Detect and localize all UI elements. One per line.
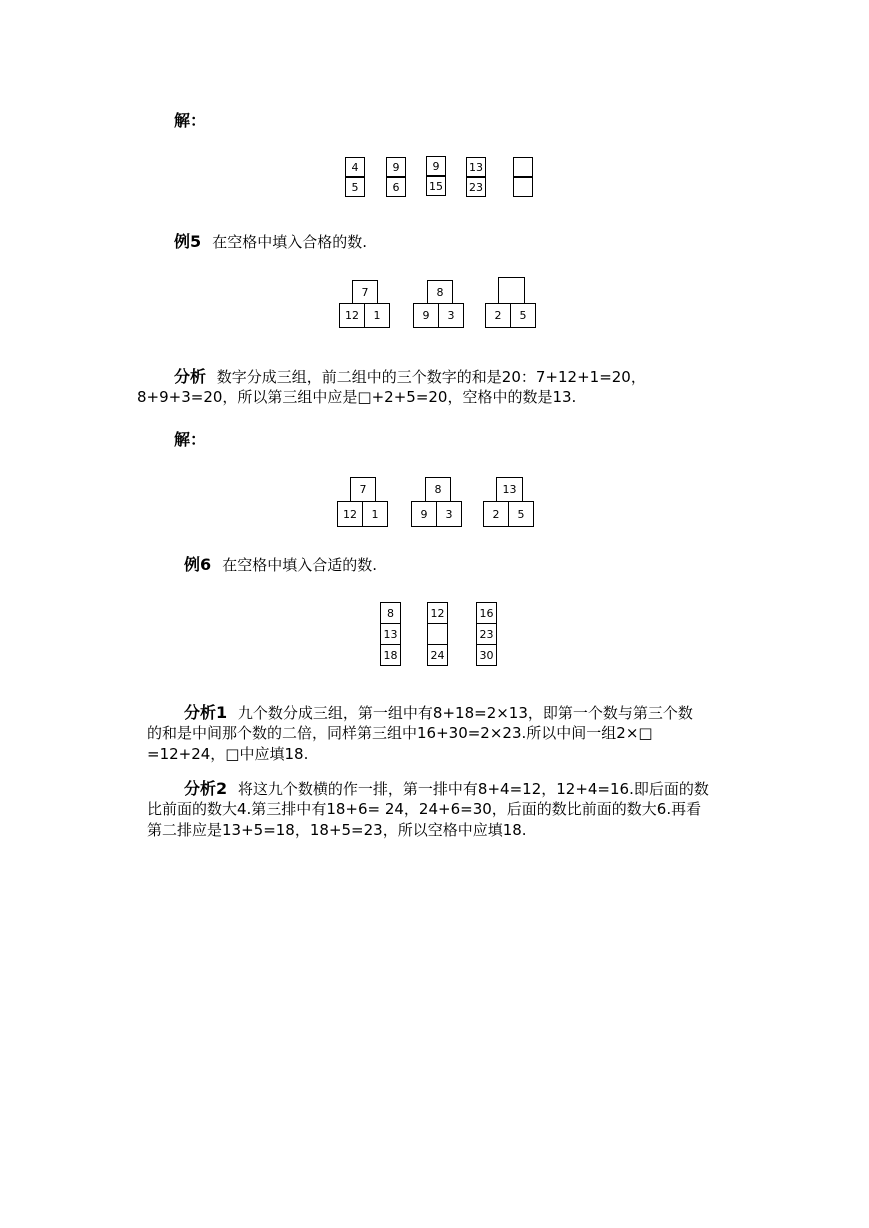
analysis-text: 数字分成三组，前二组中的三个数字的和是20：7+12+1=20， bbox=[216, 368, 646, 386]
analysis-6-1-line-3: =12+24，□中应填18. bbox=[147, 745, 309, 763]
number-cell: 18 bbox=[380, 644, 401, 666]
top-cell: 8 bbox=[427, 280, 453, 304]
number-cell: 13 bbox=[380, 623, 401, 645]
number-cell: 4 bbox=[345, 157, 365, 177]
blank-top-cell bbox=[498, 277, 525, 304]
right-cell: 5 bbox=[510, 303, 536, 328]
left-cell: 12 bbox=[339, 303, 365, 328]
number-cell: 24 bbox=[427, 644, 448, 666]
left-cell: 2 bbox=[483, 501, 509, 527]
analysis-6-2-line-2: 比前面的数大4.第三排中有18+6= 24，24+6=30，后面的数比前面的数大6.再看 bbox=[147, 800, 702, 818]
right-cell: 1 bbox=[362, 501, 388, 527]
number-cell: 23 bbox=[476, 623, 497, 645]
number-cell: 15 bbox=[426, 176, 446, 196]
example-6-heading bbox=[184, 552, 377, 576]
analysis-label: 分析 bbox=[174, 367, 207, 386]
analysis-text: 九个数分成三组，第一组中有8+18=2×13，即第一个数与第三个数 bbox=[237, 704, 693, 722]
blank-cell bbox=[427, 623, 448, 645]
number-cell: 12 bbox=[427, 602, 448, 624]
analysis-5-line-1 bbox=[174, 366, 646, 388]
left-cell: 9 bbox=[413, 303, 439, 328]
number-cell: 8 bbox=[380, 602, 401, 624]
blank-cell bbox=[513, 157, 533, 177]
analysis-text: 将这九个数横的作一排，第一排中有8+4=12，12+4=16.即后面的数 bbox=[237, 780, 709, 798]
example-label: 例5 bbox=[174, 232, 202, 251]
solution-label: 解： bbox=[174, 111, 207, 130]
top-cell: 7 bbox=[352, 280, 378, 304]
example-text: 在空格中填入合格的数. bbox=[212, 233, 368, 251]
right-cell: 5 bbox=[508, 501, 534, 527]
example-text: 在空格中填入合适的数. bbox=[222, 556, 378, 574]
number-cell: 13 bbox=[466, 157, 486, 177]
right-cell: 1 bbox=[364, 303, 390, 328]
left-cell: 9 bbox=[411, 501, 437, 527]
analysis-6-2-line-1 bbox=[184, 778, 709, 800]
top-cell: 13 bbox=[496, 477, 523, 502]
blank-cell bbox=[513, 177, 533, 197]
example-5-heading bbox=[174, 229, 367, 253]
left-cell: 12 bbox=[337, 501, 363, 527]
number-cell: 6 bbox=[386, 177, 406, 197]
analysis-6-2-line-3: 第二排应是13+5=18，18+5=23，所以空格中应填18. bbox=[147, 821, 527, 839]
analysis-5-line-2: 8+9+3=20，所以第三组中应是□+2+5=20，空格中的数是13. bbox=[137, 388, 577, 406]
number-cell: 30 bbox=[476, 644, 497, 666]
analysis-6-1-line-1 bbox=[184, 702, 693, 724]
number-cell: 5 bbox=[345, 177, 365, 197]
analysis-label: 分析1 bbox=[184, 703, 228, 722]
analysis-6-1-line-2: 的和是中间那个数的二倍，同样第三组中16+30=2×23.所以中间一组2×□ bbox=[147, 724, 653, 742]
solution-label: 解： bbox=[174, 430, 207, 449]
right-cell: 3 bbox=[438, 303, 464, 328]
number-cell: 9 bbox=[426, 156, 446, 176]
top-cell: 8 bbox=[425, 477, 451, 502]
example-label: 例6 bbox=[184, 555, 212, 574]
number-cell: 9 bbox=[386, 157, 406, 177]
right-cell: 3 bbox=[436, 501, 462, 527]
analysis-label: 分析2 bbox=[184, 779, 228, 798]
left-cell: 2 bbox=[485, 303, 511, 328]
top-cell: 7 bbox=[350, 477, 376, 502]
number-cell: 16 bbox=[476, 602, 497, 624]
number-cell: 23 bbox=[466, 177, 486, 197]
